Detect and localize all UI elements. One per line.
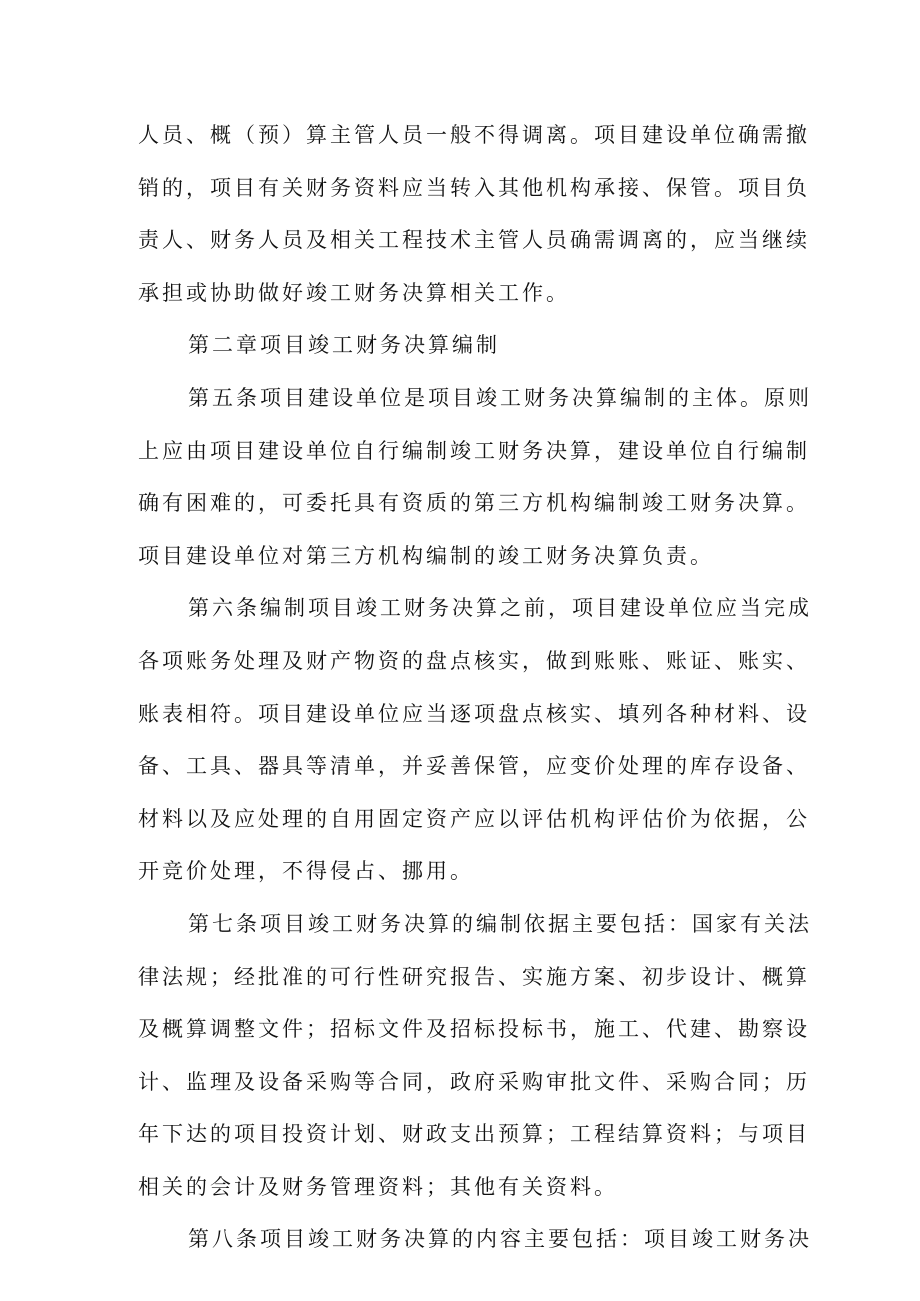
text-line: 责人、财务人员及相关工程技术主管人员确需调离的，应当继续 — [138, 228, 810, 253]
text-line: 及概算调整文件；招标文件及招标投标书，施工、代建、勘察设 — [138, 1017, 810, 1042]
text-line: 上应由项目建设单位自行编制竣工财务决算，建设单位自行编制 — [138, 438, 810, 463]
text-line: 承担或协助做好竣工财务决算相关工作。 — [138, 280, 570, 305]
text-line: 开竞价处理，不得侵占、挪用。 — [138, 859, 474, 884]
text-line: 备、工具、器具等清单，并妥善保管，应变价处理的库存设备、 — [138, 754, 810, 779]
text-line: 材料以及应处理的自用固定资产应以评估机构评估价为依据，公 — [138, 806, 810, 831]
article-6-start: 第六条编制项目竣工财务决算之前，项目建设单位应当完成 — [188, 596, 812, 621]
chapter-heading: 第二章项目竣工财务决算编制 — [188, 333, 500, 358]
text-line: 确有困难的，可委托具有资质的第三方机构编制竣工财务决算。 — [138, 491, 810, 516]
document-body — [138, 109, 812, 1266]
text-line: 律法规；经批准的可行性研究报告、实施方案、初步设计、概算 — [138, 964, 810, 989]
text-line: 账表相符。项目建设单位应当逐项盘点核实、填列各种材料、设 — [138, 701, 810, 726]
article-7-start: 第七条项目竣工财务决算的编制依据主要包括：国家有关法 — [188, 911, 812, 936]
text-line: 项目建设单位对第三方机构编制的竣工财务决算负责。 — [138, 543, 714, 568]
text-line: 年下达的项目投资计划、财政支出预算；工程结算资料；与项目 — [138, 1122, 810, 1147]
text-line: 相关的会计及财务管理资料；其他有关资料。 — [138, 1174, 618, 1199]
text-line: 各项账务处理及财产物资的盘点核实，做到账账、账证、账实、 — [138, 648, 810, 673]
article-8-start: 第八条项目竣工财务决算的内容主要包括：项目竣工财务决 — [188, 1227, 812, 1252]
text-line: 销的，项目有关财务资料应当转入其他机构承接、保管。项目负 — [138, 175, 810, 200]
text-line: 计、监理及设备采购等合同，政府采购审批文件、采购合同；历 — [138, 1069, 810, 1094]
text-line: 人员、概（预）算主管人员一般不得调离。项目建设单位确需撤 — [138, 123, 810, 147]
article-5-start: 第五条项目建设单位是项目竣工财务决算编制的主体。原则 — [188, 385, 812, 410]
